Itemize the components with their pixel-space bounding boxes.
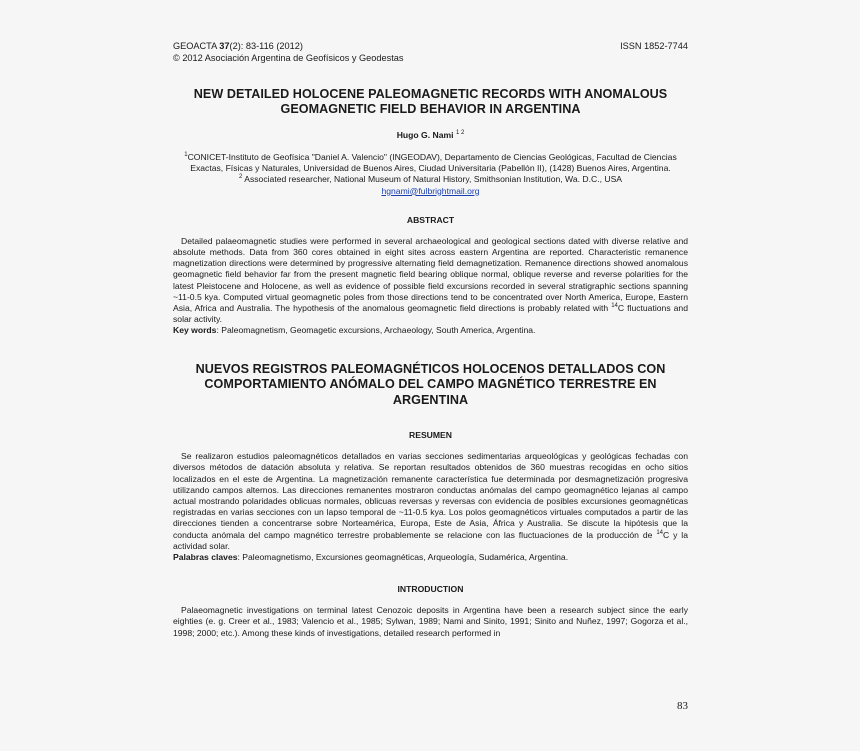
introduction-heading: INTRODUCTION <box>397 584 464 595</box>
abstract-text: Detailed palaeomagnetic studies were performed in several archaeological and geological sections dated with diverse relative and absolute methods. Data from 360 cores obtained in eight sites across eastern Argentina are reported. Characteristic remanence magnetization directions were determined by progressive alternating field demagnetization. Remanence directions showed anomalous geomagnetic field behavior far from the present magnetic field bearing oblique normal, oblique reverse and reverse polarities for the latest Pleistocene and Holocene, as well as evidence of possible field excursions recorded in several stratigraphic sections spanning ~11-0.5 kya. Computed virtual geomagnetic poles from those directions tend to be concentrated over North America, Europe, Eastern Asia, Africa and Australia. The hypothesis of the anomalous geomagnetic field directions is probably related with $^{14}$C fluctuations and solar activity. <box>173 235 688 325</box>
copyright-line: © 2012 Asociación Argentina de Geofísicos y Geodestas <box>173 53 404 63</box>
resumen-text: Se realizaron estudios paleomagnéticos detallados en varias secciones sedimentarias arqueológicas y geológicas fechadas con diversos métodos de datación absoluta y relativa. Se reportan resultados obtenidos de 360 muestras recogidas en ocho sitios localizados en el este de Argentina. La magnetización remanente característica fue determinada por desmagnetización progresiva utilizando campos alternos. Las direcciones remanentes mostraron conductas anómalas del campo geomagnético lejanas al campo actual mostrando polaridades oblicuas normales, oblicuas reversas y reversas con evidencia de posibles excursiones geomagnéticas registradas en varias secciones con un lapso temporal de ~11-0.5 kya. Los polos geomagnéticos virtuales computados a partir de las direcciones tienden a concentrarse sobre Norteamérica, Europa, Este de Asia, África y Australia. Se discute la hipótesis que la conducta anómala del campo magnético terrestre probablemente se relacione con las fluctuaciones de la producción de $^{14}$C y la actividad solar. <box>173 451 688 551</box>
issn: ISSN 1852-7744 <box>620 41 688 51</box>
paper-title-english: NEW DETAILED HOLOCENE PALEOMAGNETIC RECORDS WITH ANOMALOUS GEOMAGNETIC FIELD BEHAVIOR IN ARGENTINA <box>193 87 668 116</box>
palabras-claves-label: Palabras claves <box>173 551 238 562</box>
keywords-label: Key words <box>173 325 217 336</box>
introduction-text: Palaeomagnetic investigations on terminal latest Cenozoic deposits in Argentina have been a research subject since the early eighties (e. g. Creer et al., 1983; Valencio et al., 1985; Sylwan, 1989; Nami and Sinito, 1991; Sinito and Nuñez, 1997; Gogorza et al., 1998; 2000; etc.). Among these kinds of investigations, detailed research performed in <box>173 605 688 638</box>
author-line <box>173 130 688 140</box>
author-email-link[interactable]: hgnami@fulbrightmail.org <box>381 185 480 196</box>
affiliations <box>173 152 688 197</box>
palabras-claves: Palabras claves: Paleomagnetismo, Excursiones geomagnéticas, Arqueología, Sudamérica, Argentina. <box>173 551 569 562</box>
resumen-heading: RESUMEN <box>409 430 452 441</box>
author-name: Hugo G. Nami <box>396 130 454 140</box>
keywords: Key words: Paleomagnetism, Geomagetic excursions, Archaeology, South America, Argentina. <box>173 325 536 336</box>
paper-title-spanish: NUEVOS REGISTROS PALEOMAGNÉTICOS HOLOCENOS DETALLADOS CON COMPORTAMIENTO ANÓMALO DEL CAMPO MAGNÉTICO TERRESTRE EN ARGENTINA <box>195 361 666 407</box>
paper-page <box>173 40 688 639</box>
journal-header <box>173 40 688 64</box>
abstract-heading: ABSTRACT <box>406 214 455 225</box>
journal-citation: GEOACTA 37(2): 83-116 (2012) <box>173 41 303 51</box>
journal-volume: 37 <box>219 41 230 51</box>
affiliation-1: $^1$CONICET-Instituto de Geofísica "Daniel A. Valencio" (INGEODAV), Departamento de Ciencias Geológicas, Facultad de Ciencias Exactas, Físicas y Naturales, Universidad de Buenos Aires, Ciudad Universitaria (Pabellón II), (1428) Buenos Aires, Argentina. <box>184 152 677 174</box>
author-affiliation-marks: 1 2 <box>455 130 465 137</box>
page-number: 83 <box>677 700 688 712</box>
affiliation-2: $^2$ Associated researcher, National Museum of Natural History, Smithsonian Institution, Wa. D.C., USA <box>238 174 623 185</box>
